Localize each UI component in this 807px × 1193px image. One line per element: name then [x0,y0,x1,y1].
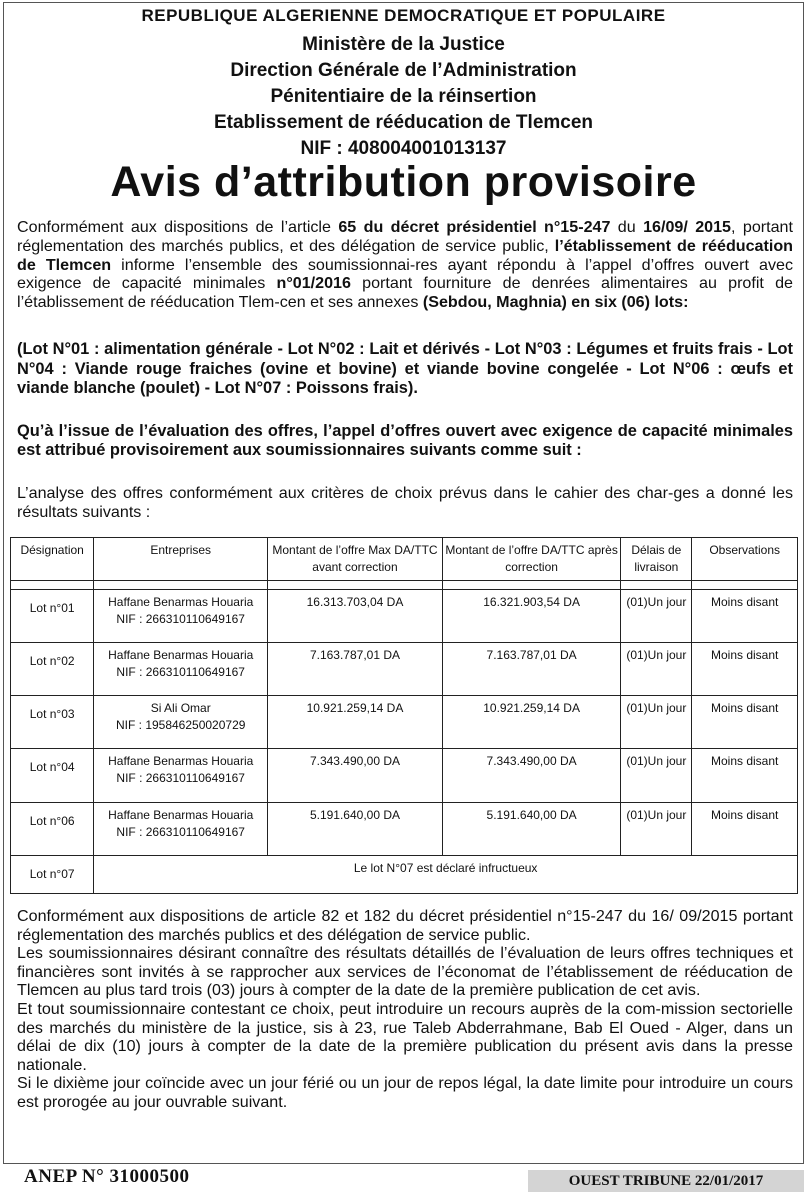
intro-paragraph [17,218,793,312]
amount-after-cell: 7.343.490,00 DA [442,749,621,802]
table-spacer-row [11,581,798,590]
intro-establishment: l’établissement de rééducation de Tlemcen [17,236,793,274]
lot-cell: Lot n°03 [11,696,94,749]
company-name: Haffane Benarmas Houaria [108,595,254,609]
table-row [11,696,798,749]
results-table [10,537,798,894]
table-row [11,749,798,802]
company-nif: NIF : 266310110649167 [116,665,245,680]
table-row [11,802,798,855]
observation-cell: Moins disant [692,643,798,696]
amount-before-cell: 16.313.703,04 DA [268,590,443,643]
company-name: Si Ali Omar [150,701,211,716]
company-nif: NIF : 266310110649167 [116,612,245,626]
closing-paragraph-results: Les soumissionnaires désirant connaître des résultats détaillés de l’évaluation de leurs offres techniques et financières sont invités à se rapprocher aux services de l’économat de l’établissement de rééducation de Tlemcen au plus tard trois (03) jours à compter de la date de la première publication de cet avis. [17,944,793,1000]
intro-text-5: portant fourniture de denrées alimentaires au profit de l’établissement de rééducation Tlem-cen et ses annexes [17,274,793,312]
delay-cell: (01)Un jour [621,749,692,802]
company-name: Haffane Benarmas Houaria [108,807,254,822]
delay-cell: (01)Un jour [621,802,692,855]
table-header-row [11,538,798,581]
header-amount-before: Montant de l’offre Max DA/TTC avant correction [268,538,443,581]
company-cell [94,749,268,802]
header-amount-after: Montant de l’offre DA/TTC après correction [442,538,621,581]
amount-before-cell: 5.191.640,00 DA [268,802,443,855]
direction-heading: Direction Générale de l’Administration [230,60,577,81]
company-nif: NIF : 266310110649167 [116,824,245,839]
header-observations: Observations [692,538,798,581]
table-row-unsuccessful [11,855,798,893]
intro-text-2: du [610,218,644,236]
observation-cell: Moins disant [692,696,798,749]
amount-before-cell: 7.163.787,01 DA [268,643,443,696]
closing-paragraph-appeal: Et tout soumissionnaire contestant ce choix, peut introduire un recours auprès de la com-mission sectorielle des marchés du ministère de la justice, sis à 23, rue Taleb Abderrahmane, Bab El Oued - Alger, dans un délai de dix (10) jours à compter de la date de la première publication du présent avis dans la presse nationale. [17,999,793,1074]
intro-annexes: (Sebdou, Maghnia) en six (06) lots: [422,293,689,312]
analysis-paragraph: L’analyse des offres conformément aux critères de choix prévus dans le cahier des char-ges a donné les résultats suivants : [17,484,793,521]
company-nif: NIF : 266310110649167 [116,771,245,786]
delay-cell: (01)Un jour [621,696,692,749]
closing-paragraph-decree: Conformément aux dispositions de article 82 et 182 du décret présidentiel n°15-247 du 16/ 09/2015 portant réglementation des marchés publics et des délégation de service public. [17,907,793,944]
closing-paragraph-holiday: Si le dixième jour coïncide avec un jour férié ou un jour de repos légal, la date limite pour introduire un cours est prorogée au jour ouvrable suivant. [17,1074,793,1111]
company-name: Haffane Benarmas Houaria [108,648,254,663]
amount-before-cell: 7.343.490,00 DA [268,749,443,802]
closing-section [17,907,793,1112]
republic-heading: REPUBLIQUE ALGERIENNE DEMOCRATIQUE ET POPULAIRE [141,6,666,25]
delay-cell: (01)Un jour [621,643,692,696]
anep-reference: ANEP N° 31000500 [24,1166,190,1187]
lot-cell: Lot n°07 [11,855,94,893]
lot-cell: Lot n°01 [11,590,94,643]
company-name: Haffane Benarmas Houaria [108,754,254,769]
observation-cell: Moins disant [692,749,798,802]
lot-cell: Lot n°02 [11,643,94,696]
intro-text-4: informe l’ensemble des soumissionnai-res ayant répondu à l’appel d’offres ouvert avec exigence de capacité minimales [17,255,793,293]
unsuccessful-note: Le lot N°07 est déclaré infructueux [94,855,798,893]
company-nif: NIF : 195846250020729 [115,718,246,733]
intro-text-1: Conformément aux dispositions de l’article [17,218,339,236]
amount-after-cell: 7.163.787,01 DA [442,643,621,696]
table-row [11,590,798,643]
newspaper-reference: OUEST TRIBUNE 22/01/2017 [528,1170,804,1192]
intro-text-3: , portant réglementation des marchés publics, et des délégation de service public, [17,218,793,255]
company-cell [94,643,268,696]
lot-cell: Lot n°04 [11,749,94,802]
ministry-heading: Ministère de la Justice [302,34,505,55]
intro-tender-number: n°01/2016 [276,274,351,293]
intro-date: 16/09/ 2015 [643,218,732,236]
amount-before-cell: 10.921.259,14 DA [268,696,443,749]
lots-paragraph: (Lot N°01 : alimentation générale - Lot N°02 : Lait et dérivés - Lot N°03 : Légumes et fruits frais - Lot N°04 : Viande rouge fraiches (ovine et bovine) et viande bovine congelée - Lot N°06 : œufs et viande blanche (poulet) - Lot N°07 : Poissons frais). [17,340,793,397]
nif-heading: NIF : 408004001013137 [300,138,507,159]
table-row [11,643,798,696]
header-companies: Entreprises [94,538,268,581]
issue-paragraph: Qu’à l’issue de l’évaluation des offres, l’appel d’offres ouvert avec exigence de capacité minimales est attribué provisoirement aux soumissionnaires suivants comme suit : [17,422,793,459]
lot-cell: Lot n°06 [11,802,94,855]
amount-after-cell: 5.191.640,00 DA [442,802,621,855]
observation-cell: Moins disant [692,802,798,855]
penitentiary-heading: Pénitentiaire de la réinsertion [270,86,537,107]
header-designation: Désignation [11,538,94,581]
intro-decree: 65 du décret présidentiel n°15-247 [338,218,611,236]
company-cell [94,802,268,855]
company-cell [94,696,268,749]
amount-after-cell: 16.321.903,54 DA [442,590,621,643]
notice-title: Avis d’attribution provisoire [110,158,697,206]
establishment-heading: Etablissement de rééducation de Tlemcen [213,112,594,133]
observation-cell: Moins disant [692,590,798,643]
header-delay: Délais de livraison [621,538,692,581]
company-cell [94,590,268,643]
delay-cell: (01)Un jour [621,590,692,643]
amount-after-cell: 10.921.259,14 DA [442,696,621,749]
